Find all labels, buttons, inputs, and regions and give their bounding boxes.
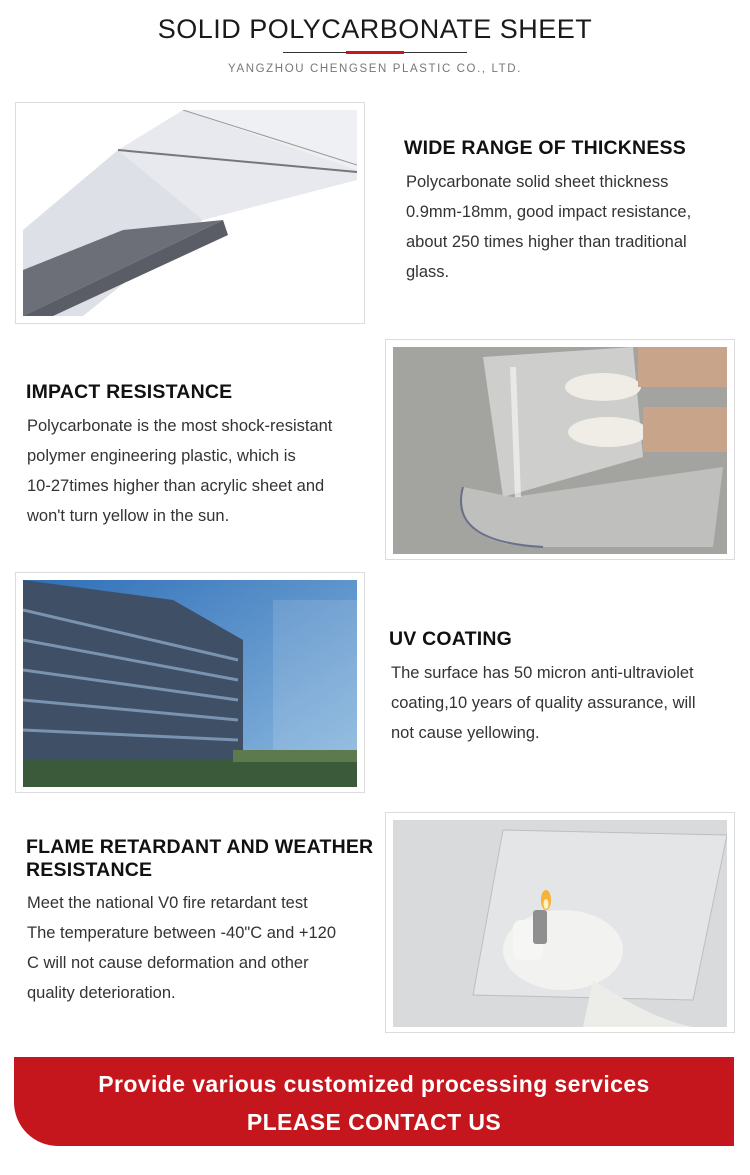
feature-text-thickness — [406, 167, 736, 287]
feature-heading-impact: IMPACT RESISTANCE — [26, 381, 233, 403]
impact-photo — [385, 339, 735, 560]
text-line: Meet the national V0 fire retardant test — [27, 894, 308, 912]
text-line: glass. — [406, 263, 450, 281]
feature-text-impact — [27, 411, 377, 531]
text-line: Polycarbonate solid sheet thickness — [406, 173, 669, 191]
text-line: quality deterioration. — [27, 984, 176, 1002]
feature-text-flame — [27, 888, 377, 1008]
uv-building-photo — [15, 572, 365, 793]
text-line: 0.9mm-18mm, good impact resistance, — [406, 203, 692, 221]
page-title: SOLID POLYCARBONATE SHEET — [157, 14, 593, 44]
company-name: YANGZHOU CHENGSEN PLASTIC CO., LTD. — [228, 63, 522, 75]
text-line: The surface has 50 micron anti-ultraviolet — [391, 664, 694, 682]
feature-heading-flame — [26, 836, 373, 882]
text-line: Polycarbonate is the most shock-resistant — [27, 417, 333, 435]
text-line: coating,10 years of quality assurance, will — [391, 694, 696, 712]
banner-contact-text: PLEASE CONTACT US — [246, 1109, 502, 1135]
feature-heading-uv: UV COATING — [389, 628, 512, 650]
heading-line: FLAME RETARDANT AND WEATHER — [26, 836, 374, 858]
title-divider-accent — [346, 51, 404, 54]
text-line: polymer engineering plastic, which is — [27, 447, 296, 465]
heading-line: RESISTANCE — [26, 859, 153, 881]
feature-text-uv — [391, 658, 736, 748]
text-line: The temperature between -40"C and +120 — [27, 924, 337, 942]
flame-test-photo — [385, 812, 735, 1033]
text-line: about 250 times higher than traditional — [406, 233, 687, 251]
text-line: won't turn yellow in the sun. — [27, 507, 230, 525]
banner-services-text: Provide various customized processing services — [98, 1071, 650, 1097]
text-line: not cause yellowing. — [391, 724, 540, 742]
text-line: 10-27times higher than acrylic sheet and — [27, 477, 325, 495]
feature-heading-thickness: WIDE RANGE OF THICKNESS — [404, 137, 686, 159]
thickness-photo — [15, 102, 365, 324]
text-line: C will not cause deformation and other — [27, 954, 309, 972]
